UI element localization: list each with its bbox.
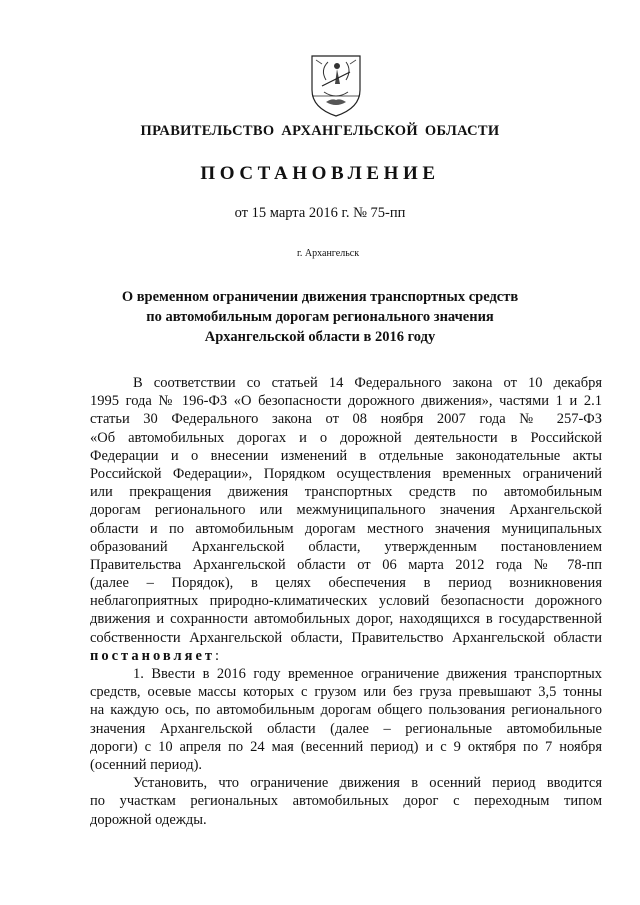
body-line: неблагоприятных природно-климатических условий безопасности дорожного: [90, 593, 602, 610]
body-line: (далее – Порядок), в целях обеспечения в период возникновения: [90, 575, 602, 592]
body-line: Российской Федерации», Порядком осуществления временных ограничений: [90, 465, 602, 482]
body-line: «Об автомобильных дорогах и о дорожной деятельности в Российской: [90, 429, 602, 446]
item2-line: Установить, что ограничение движения в осенний период вводится: [133, 775, 602, 792]
body-line: области и по автомобильным дорогам местного значения муниципальных: [90, 520, 602, 537]
body-line: 1995 года № 196-ФЗ «О безопасности дорожного движения», частями 1 и 2.1: [90, 393, 602, 410]
date-and-number: от 15 марта 2016 г. № 75-пп: [234, 205, 406, 221]
decrees-line: [90, 647, 602, 665]
body-line: Правительства Архангельской области от 06 марта 2012 года № 78-пп: [90, 556, 602, 573]
body-line: или прекращения движения транспортных средств по автомобильным: [90, 484, 602, 501]
item2-line: по участкам региональных автомобильных дорог с переходным типом: [90, 793, 602, 810]
title-line: по автомобильным дорогам регионального значения: [146, 309, 494, 325]
document-title: [0, 287, 640, 347]
body-line: собственности Архангельской области, Правительство Архангельской области: [90, 629, 602, 646]
document-type: ПОСТАНОВЛЕНИЕ: [200, 163, 440, 184]
body-line: статьи 30 Федерального закона от 08 ноября 2007 года № 257-ФЗ: [90, 411, 602, 428]
item2-line: дорожной одежды.: [90, 811, 207, 828]
item1-line: дороги) с 10 апреля по 24 мая (весенний период) и с 9 октября по 7 ноября: [90, 738, 602, 755]
decrees-colon: :: [215, 647, 220, 664]
arkhangelsk-coat-of-arms-icon: [306, 52, 366, 118]
body-line: В соответствии со статьей 14 Федерального закона от 10 декабря: [133, 375, 602, 391]
item1-line: 1. Ввести в 2016 году временное ограничение движения транспортных: [133, 666, 602, 682]
body-line: дорогам регионального или межмуниципального значения Архангельской: [90, 502, 602, 519]
item1-line: средств, осевые массы которых с грузом или без груза превышают 3,5 тонны: [90, 684, 602, 701]
item1-line: (осенний период).: [90, 756, 203, 773]
title-line: О временном ограничении движения транспортных средств: [121, 289, 519, 305]
body-line: Федерации и о внесении изменений в отдельные законодательные акты: [90, 447, 602, 464]
body-line: образований Архангельской области, утвержденным постановлением: [90, 538, 602, 555]
document-body: [90, 374, 602, 829]
city: г. Архангельск: [296, 248, 360, 259]
item1-line: значения Архангельской области (далее – региональные автомобильные: [90, 720, 602, 737]
body-line: движения и сохранности автомобильных дорог, находящихся в государственной: [90, 611, 602, 628]
title-line: Архангельской области в 2016 году: [204, 329, 436, 345]
item1-line: на каждую ось, по автомобильным дорогам общего пользования регионального: [90, 702, 602, 719]
decrees-word: постановляет: [90, 647, 216, 664]
government-name: ПРАВИТЕЛЬСТВО АРХАНГЕЛЬСКОЙ ОБЛАСТИ: [140, 123, 500, 139]
